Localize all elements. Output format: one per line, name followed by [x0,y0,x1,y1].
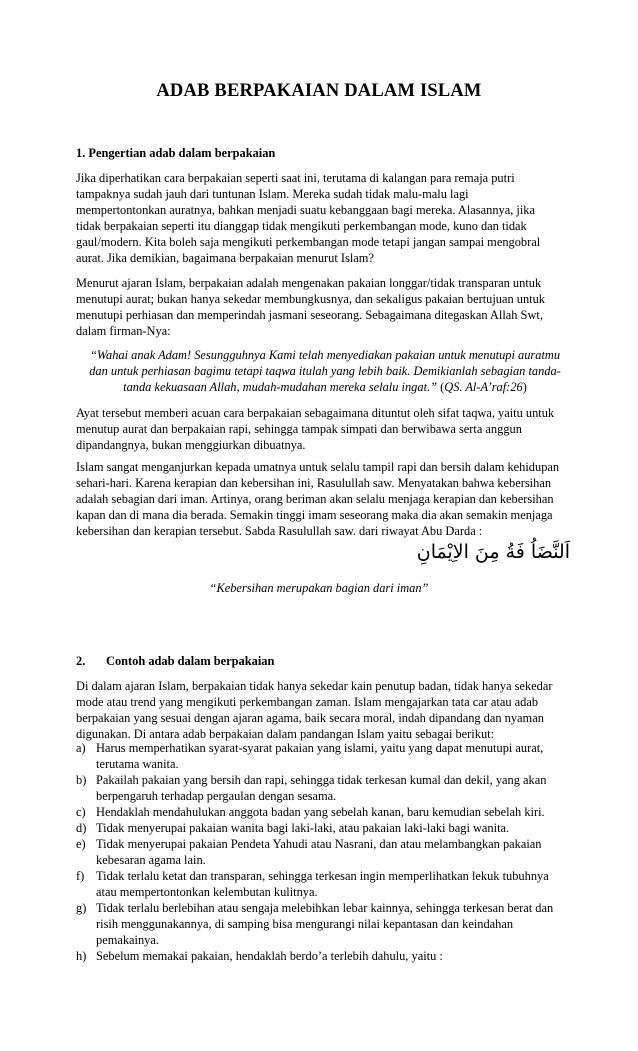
text-line: Hendaklah mendahulukan anggota badan yang sebelah kanan, baru kemudian sebelah kiri. [96,805,545,819]
text-line: tidak berpakaian seperti itu dianggap tidak mengikuti perkembangan mode, kuno dan tidak [76,219,527,233]
text-line: dipandangnya, bukan menggiurkan dibuatnya. [76,438,306,452]
section-1-paragraph-3 [76,405,576,453]
section-2-paragraph-1 [76,678,576,742]
adab-list [76,740,576,964]
text-line: Pakailah pakaian yang bersih dan rapi, sehingga tidak terkesan kumal dan dekil, yang akan [96,773,547,787]
section-1-paragraph-4 [76,459,576,539]
text-line: menutupi perhiasan dan memperindah jasmani seseorang. Sebagaimana ditegaskan Allah Swt, [76,308,543,322]
text-line: Tidak terlalu ketat dan transparan, sehingga terkesan ingin memperlihatkan lekuk tubuhnya [96,869,549,883]
text-line: sehari-hari. Karena kerapian dan kebersihan ini, Rasulullah saw. Menyatakan bahwa kebersihan [76,476,552,490]
quran-quote [70,347,580,395]
list-marker: c) [76,805,86,819]
text-line: menutupi aurat; bukan hanya sekedar membungkusnya, dan sekaligus pakaian bertujuan untuk [76,292,545,306]
section-1-heading: 1. Pengertian adab dalam berpakaian [76,146,276,160]
document-title: ADAB BERPAKAIAN DALAM ISLAM [156,81,482,101]
text-line: Tidak menyerupai pakaian wanita bagi laki-laki, atau pakaian laki-laki bagi wanita. [96,821,510,835]
section-1-paragraph-2 [76,275,576,339]
text-line: Sebelum memakai pakaian, hendaklah berdo’a terlebih dahulu, yaitu : [96,949,443,963]
text-line: Tidak menyerupai pakaian Pendeta Yahudi atau Nasrani, dan atau melambangkan pakaian [96,837,542,851]
text-line: risih menggunakannya, di samping bisa mengurangi nilai kepantasan dan keindahan [96,917,514,931]
text-line: Menurut ajaran Islam, berpakaian adalah mengenakan pakaian longgar/tidak transparan untuk [76,276,542,290]
text-line: Harus memperhatikan syarat-syarat pakaian yang islami, yaitu yang dapat menutupi aurat, [96,741,544,755]
text-line: dalam firman-Nya: [76,324,171,338]
text-line: kebesaran agama lain. [96,853,206,867]
list-item [76,804,576,820]
text-line: adalah sebagian dari iman. Artinya, orang beriman akan selalu menjaga kerapian dan kebersihan [76,492,554,506]
list-item [76,900,576,948]
quote-reference: QS. Al-A’raf:26 [444,380,523,394]
quote-last-line [70,379,580,395]
text-line: menutup aurat dan berpakaian rapi, sehingga tampak simpati dan berwibawa serta anggun [76,422,522,436]
text-line: pemakainya. [96,933,159,947]
text-line: aurat. Jika demikian, bagaimana berpakaian menurut Islam? [76,251,374,265]
quote-ref-open: ( [437,380,445,394]
section-2-number: 2. [76,654,86,668]
list-marker: g) [76,901,87,915]
quote-line: tanda kekuasaan Allah, mudah-mudahan mereka selalu ingat.” [123,380,438,394]
section-2-heading: Contoh adab dalam berpakaian [106,654,275,668]
list-marker: b) [76,773,87,787]
section-1-paragraph-1 [76,170,576,266]
text-line: tampaknya sudah jauh dari tuntunan Islam. Mereka sudah tidak malu-malu lagi [76,187,469,201]
list-item [76,772,576,804]
arabic-hadith: اَلنَّضَاُ فَةُ مِنَ الاِيْمَانِ [416,541,570,563]
text-line: kebersihan dan kerapian tersebut. Sabda Rasulullah saw. dari riwayat Abu Darda : [76,524,483,538]
list-marker: f) [76,869,85,883]
list-marker: d) [76,821,87,835]
text-line: Ayat tersebut memberi acuan cara berpakaian sebagaimana dituntut oleh sifat taqwa, yaitu untuk [76,406,555,420]
list-item [76,836,576,868]
hadith-translation: “Kebersihan merupakan bagian dari iman” [209,581,429,595]
list-marker: h) [76,949,87,963]
text-line: mode atau trend yang mengikuti perkembangan zaman. Islam mengajarkan tata car atau adab [76,695,539,709]
text-line: Jika diperhatikan cara berpakaian seperti saat ini, terutama di kalangan para remaja putri [76,171,515,185]
text-line: berpengaruh terhadap pergaulan dengan sesama. [96,789,337,803]
text-line: kapan dan di mana dia berada. Semakin tinggi imam seseorang maka dia akan semakin menjaga [76,508,553,522]
list-item [76,948,576,964]
text-line: atau mempertontonkan kelembutan kulitnya. [96,885,318,899]
text-line: Islam sangat menganjurkan kepada umatnya untuk selalu tampil rapi dan bersih dalam kehidupan [76,460,560,474]
list-item [76,868,576,900]
quote-line: dan untuk perhiasan bagimu tetapi taqwa itulah yang lebih baik. Demikianlah sebagian tanda- [89,364,561,378]
list-marker: a) [76,741,86,755]
text-line: terutama wanita. [96,757,179,771]
text-line: Tidak terlalu berlebihan atau sengaja melebihkan lebar kainnya, sehingga terkesan berat dan [96,901,554,915]
list-item [76,820,576,836]
list-marker: e) [76,837,86,851]
quote-line: “Wahai anak Adam! Sesungguhnya Kami telah menyediakan pakaian untuk menutupi auratmu [89,348,561,362]
text-line: mempertontonkan auratnya, bahkan menjadi suatu kebanggaan bagi mereka. Alasannya, jika [76,203,535,217]
text-line: Di dalam ajaran Islam, berpakaian tidak hanya sekedar kain penutup badan, tidak hanya sekedar [76,679,553,693]
text-line: digunakan. Di antara adab berpakaian dalam pandangan Islam yaitu sebagai berikut: [76,727,495,741]
quote-ref-close: ) [522,380,527,394]
text-line: gaul/modern. Kita boleh saja mengikuti perkembangan mode tetapi jangan sampai mengobral [76,235,541,249]
text-line: berpakaian yang sesuai dengan ajaran agama, baik secara moral, indah dipandang dan nyaman [76,711,544,725]
list-item [76,740,576,772]
